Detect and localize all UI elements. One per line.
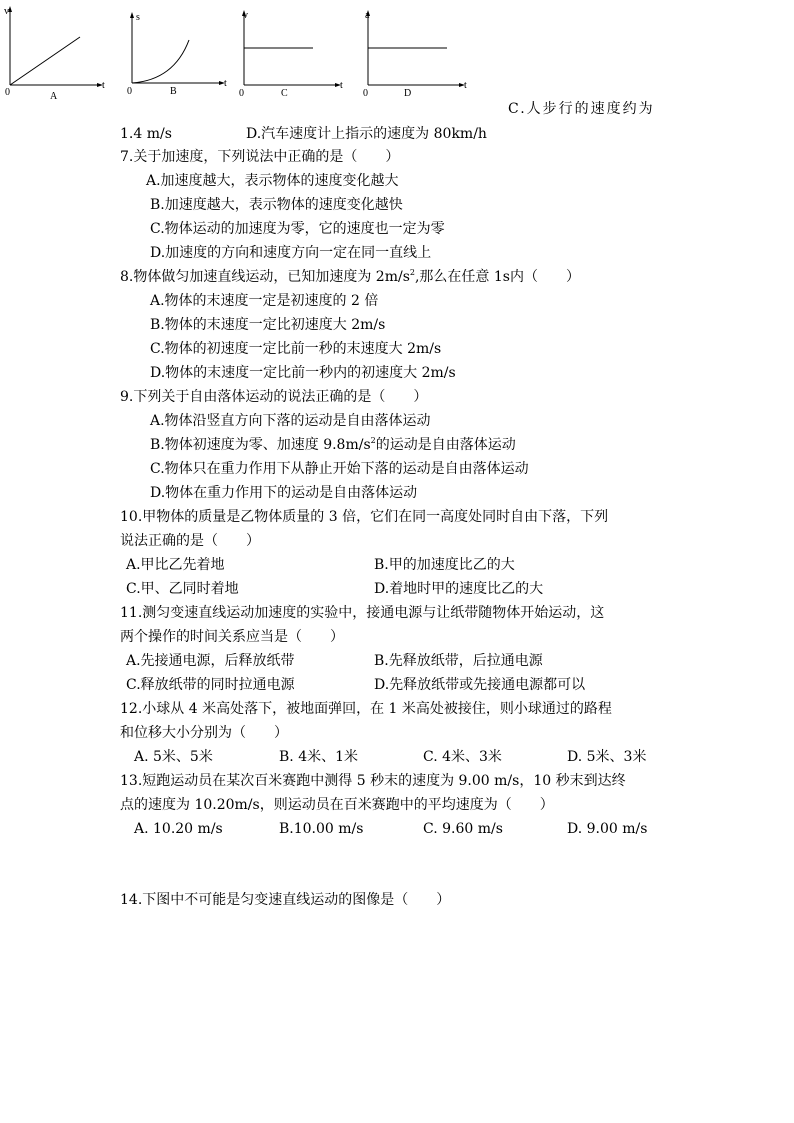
q7-option-d: D.加速度的方向和速度方向一定在同一直线上 xyxy=(150,245,432,261)
graph-d-y-axis-label: a xyxy=(365,10,370,21)
graph-b-origin: 0 xyxy=(127,86,132,97)
q8-option-b: B.物体的末速度一定比初速度大 2m/s xyxy=(150,317,386,333)
q7-option-a: A.加速度越大，表示物体的速度变化越大 xyxy=(146,173,399,189)
graph-c-y-axis-label: v xyxy=(243,10,248,21)
q6-option-c-continued: 1.4 m/s xyxy=(120,126,172,142)
q14-stem: 14.下图中不可能是匀变速直线运动的图像是（ ） xyxy=(120,892,451,908)
q7-option-b: B.加速度越大，表示物体的速度变化越快 xyxy=(150,197,403,213)
q9-option-b xyxy=(150,435,516,455)
graph-b-label: B xyxy=(170,86,177,97)
q13-option-b: B.10.00 m/s xyxy=(279,821,364,837)
graph-c-origin: 0 xyxy=(239,88,244,99)
graph-b-x-axis-label: t xyxy=(224,78,227,89)
q10-option-c: C.甲、乙同时着地 xyxy=(126,581,239,597)
q12-stem-line1: 12.小球从 4 米高处落下，被地面弹回，在 1 米高处被接住，则小球通过的路程 xyxy=(120,701,612,717)
q12-option-d: D. 5米、3米 xyxy=(567,749,647,765)
graph-d-origin: 0 xyxy=(363,88,368,99)
q10-stem-line2: 说法正确的是（ ） xyxy=(120,533,260,549)
q11-option-d: D.先释放纸带或先接通电源都可以 xyxy=(374,677,586,693)
q6-option-d: D.汽车速度计上指示的速度为 80km/h xyxy=(246,126,487,142)
q8-stem-before: 8.物体做匀加速直线运动，已知加速度为 2m/s xyxy=(120,269,410,285)
graph-c-x-axis-label: t xyxy=(340,80,343,91)
q9-option-b-after: 的运动是自由落体运动 xyxy=(375,437,516,453)
q11-option-a: A.先接通电源，后释放纸带 xyxy=(126,653,295,669)
q12-option-a: A. 5米、5米 xyxy=(134,749,213,765)
q7-option-c: C.物体运动的加速度为零，它的速度也一定为零 xyxy=(150,221,445,237)
graph-a-x-axis-label: t xyxy=(102,80,105,91)
graph-d-x-axis-label: t xyxy=(464,80,467,91)
q13-option-c: C. 9.60 m/s xyxy=(423,821,503,837)
q10-option-b: B.甲的加速度比乙的大 xyxy=(374,557,515,573)
q13-option-a: A. 10.20 m/s xyxy=(134,821,223,837)
q11-option-b: B.先释放纸带，后拉通电源 xyxy=(374,653,543,669)
q9-option-a: A.物体沿竖直方向下落的运动是自由落体运动 xyxy=(150,413,431,429)
q7-stem: 7.关于加速度，下列说法中正确的是（ ） xyxy=(120,149,400,165)
q8-option-c: C.物体的初速度一定比前一秒的末速度大 2m/s xyxy=(150,341,442,357)
q8-stem xyxy=(120,267,580,287)
graph-c-label: C xyxy=(281,88,288,99)
q11-option-c: C.释放纸带的同时拉通电源 xyxy=(126,677,295,693)
graph-b-y-axis-label: s xyxy=(136,12,140,23)
q9-stem: 9.下列关于自由落体运动的说法正确的是（ ） xyxy=(120,389,428,405)
q8-stem-after: ,那么在任意 1s内（ ） xyxy=(414,269,580,285)
q9-option-d: D.物体在重力作用下的运动是自由落体运动 xyxy=(150,485,418,501)
graph-a-label: A xyxy=(50,91,58,102)
graph-a-y-axis-label: v xyxy=(4,6,9,17)
q8-stem-superscript: 2 xyxy=(409,268,415,277)
graph-d xyxy=(360,0,475,100)
q8-option-d: D.物体的末速度一定比前一秒内的初速度大 2m/s xyxy=(150,365,456,381)
graph-d-label: D xyxy=(404,88,412,99)
q12-option-b: B. 4米、1米 xyxy=(279,749,359,765)
q12-option-c: C. 4米、3米 xyxy=(423,749,502,765)
q13-stem-line1: 13.短跑运动员在某次百米赛跑中测得 5 秒末的速度为 9.00 m/s，10 秒末到达终 xyxy=(120,773,626,789)
q11-stem-line2: 两个操作的时间关系应当是（ ） xyxy=(120,629,344,645)
q10-stem-line1: 10.甲物体的质量是乙物体质量的 3 倍，它们在同一高度处同时自由下落，下列 xyxy=(120,509,609,525)
q10-option-d: D.着地时甲的速度比乙的大 xyxy=(374,581,544,597)
graph-b xyxy=(124,0,234,100)
graph-c xyxy=(236,0,351,100)
q13-stem-line2: 点的速度为 10.20m/s，则运动员在百米赛跑中的平均速度为（ ） xyxy=(120,797,554,813)
graph-a xyxy=(0,0,115,100)
q9-option-b-before: B.物体初速度为零、加速度 9.8m/s xyxy=(150,437,371,453)
q10-option-a: A.甲比乙先着地 xyxy=(126,557,225,573)
q8-option-a: A.物体的末速度一定是初速度的 2 倍 xyxy=(150,293,379,309)
q13-option-d: D. 9.00 m/s xyxy=(567,821,648,837)
graph-a-origin: 0 xyxy=(5,87,10,98)
q6-option-c: C.人步行的速度约为 xyxy=(508,101,655,117)
q9-option-b-superscript: 2 xyxy=(370,436,376,445)
q9-option-c: C.物体只在重力作用下从静止开始下落的运动是自由落体运动 xyxy=(150,461,529,477)
q12-stem-line2: 和位移大小分别为（ ） xyxy=(120,725,288,741)
q11-stem-line1: 11.测匀变速直线运动加速度的实验中，接通电源与让纸带随物体开始运动，这 xyxy=(120,605,605,621)
